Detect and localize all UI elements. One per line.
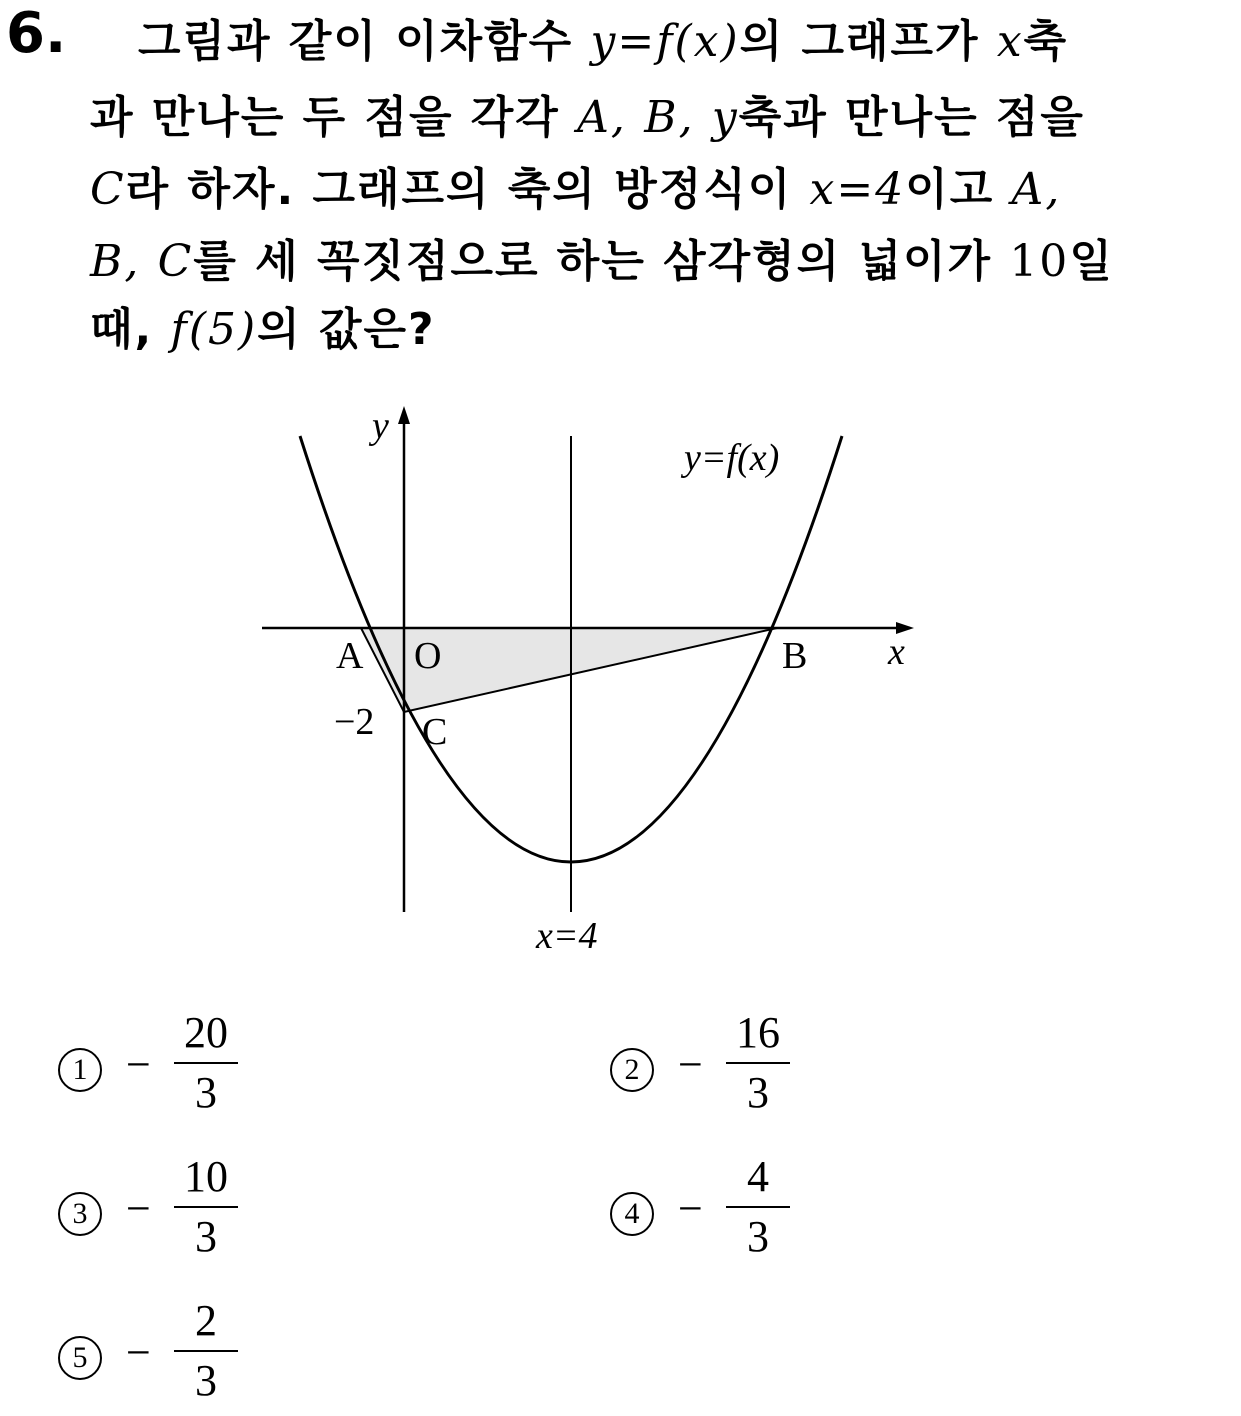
choice-number-circle: 1	[58, 1048, 102, 1092]
stem-text: 축	[1023, 16, 1069, 67]
fraction-bar	[174, 1350, 238, 1352]
denominator: 3	[747, 1212, 769, 1261]
choice-number-circle: 2	[610, 1048, 654, 1092]
y-axis-label: y	[372, 405, 389, 447]
denominator: 3	[195, 1356, 217, 1405]
math-equation: x=4	[809, 164, 906, 215]
choice-number-circle: 4	[610, 1192, 654, 1236]
point-b-label: B	[782, 635, 808, 677]
fraction	[174, 1150, 238, 1264]
question-number: 6.	[6, 1, 67, 66]
math-function: f(5)	[170, 304, 258, 355]
denominator: 3	[747, 1068, 769, 1117]
fraction	[726, 1150, 790, 1264]
fraction-bar	[174, 1206, 238, 1208]
math-point: C	[90, 164, 126, 215]
minus-sign: −	[126, 1184, 151, 1233]
axis-of-symmetry-label: x=4	[536, 915, 598, 957]
stem-text: 일	[1069, 236, 1114, 287]
minus-sign: −	[126, 1328, 151, 1377]
numerator: 20	[184, 1008, 228, 1057]
point-c-label: C	[422, 711, 448, 753]
fraction	[174, 1294, 238, 1408]
stem-text: 를 세 꼭짓점으로 하는 삼각형의 넓이가	[193, 236, 1010, 287]
stem-text: 의 그래프가	[739, 16, 997, 67]
fraction-bar	[174, 1062, 238, 1064]
math-point: B,	[644, 92, 695, 143]
math-function: y=f(x)	[590, 16, 740, 67]
numerator: 2	[195, 1296, 217, 1345]
stem-text: 과 만나는 두 점을 각각	[90, 92, 578, 143]
minus-sign: −	[126, 1040, 151, 1089]
stem-text: 의 값은?	[257, 304, 436, 355]
origin-label: O	[414, 635, 442, 677]
stem-text: 이고	[905, 164, 1012, 215]
fraction-bar	[726, 1062, 790, 1064]
denominator: 3	[195, 1068, 217, 1117]
numerator: 10	[184, 1152, 228, 1201]
numerator: 16	[736, 1008, 780, 1057]
math-number: 10	[1009, 236, 1070, 287]
stem-text: 그림과 같이 이차함수	[138, 16, 591, 67]
math-point: C	[157, 236, 194, 287]
choice-number-circle: 5	[58, 1336, 102, 1380]
minus-sign: −	[678, 1040, 703, 1089]
math-point: A,	[577, 92, 627, 143]
numerator: 4	[747, 1152, 769, 1201]
stem-text: 라 하자. 그래프의 축의 방정식이	[125, 164, 810, 215]
denominator: 3	[195, 1212, 217, 1261]
y-axis-arrow	[398, 406, 410, 424]
fraction	[726, 1006, 790, 1120]
math-variable: y	[711, 92, 739, 143]
stem-text: 축과 만나는 점을	[738, 92, 1085, 143]
x-axis-label: x	[888, 631, 905, 673]
minus-sign: −	[678, 1184, 703, 1233]
fraction-bar	[726, 1206, 790, 1208]
c-value-label: −2	[334, 701, 375, 743]
choice-number-circle: 3	[58, 1192, 102, 1236]
math-point: A,	[1011, 164, 1062, 215]
math-variable: x	[996, 16, 1024, 67]
stem-text: 때,	[90, 304, 171, 355]
point-a-label: A	[336, 635, 364, 677]
fraction	[174, 1006, 238, 1120]
curve-label: y=f(x)	[684, 437, 780, 479]
math-point: B,	[90, 236, 141, 287]
